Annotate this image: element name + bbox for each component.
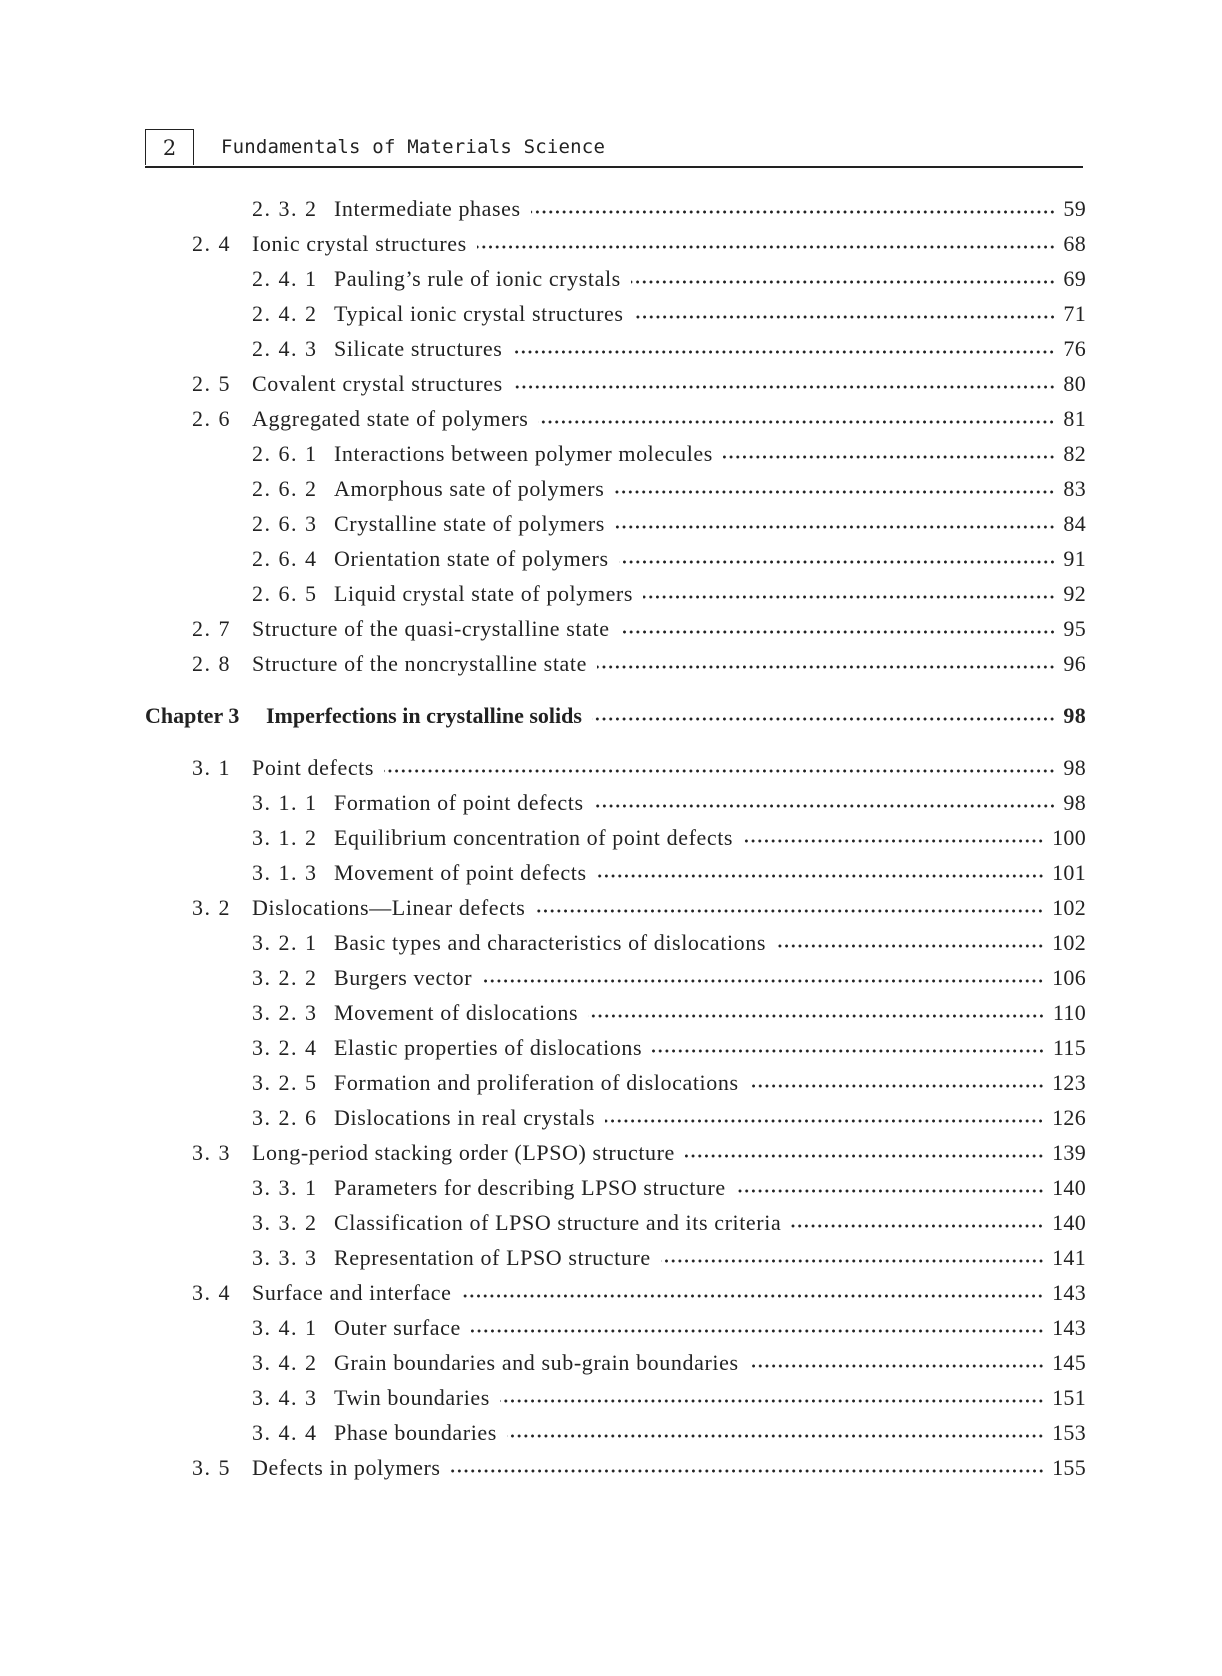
dot-leader — [605, 1119, 1044, 1123]
dot-leader — [615, 525, 1055, 529]
toc-entry-page: 69 — [1063, 266, 1086, 291]
dot-leader — [661, 1259, 1044, 1263]
toc-entry-page: 98 — [1063, 790, 1086, 815]
toc-entry-number: 2. 4. 2 — [252, 301, 318, 326]
toc-entry-title: Basic types and characteristics of dislocations — [334, 930, 767, 955]
toc-entry-number: 2. 6. 4 — [252, 546, 318, 571]
toc-entry[interactable] — [252, 438, 1086, 470]
toc-entry-number: 3. 5 — [192, 1455, 231, 1480]
toc-entry-number: 3. 1 — [192, 755, 231, 780]
toc-entry[interactable] — [192, 648, 1086, 680]
dot-leader — [507, 1434, 1044, 1438]
toc-entry-title: Amorphous sate of polymers — [334, 476, 605, 501]
toc-entry-number: 2. 6. 2 — [252, 476, 318, 501]
toc-entry-number: 3. 2. 1 — [252, 930, 318, 955]
dot-leader — [643, 595, 1055, 599]
toc-entry-number: 2. 6. 1 — [252, 441, 318, 466]
toc-entry-page: 98 — [1063, 703, 1086, 728]
toc-entry-page: 145 — [1052, 1350, 1086, 1375]
dot-leader — [592, 717, 1055, 721]
toc-entry[interactable] — [192, 892, 1086, 924]
toc-entry-title: Parameters for describing LPSO structure — [334, 1175, 726, 1200]
toc-entry-title: Representation of LPSO structure — [334, 1245, 651, 1270]
toc-entry[interactable] — [252, 1172, 1086, 1204]
toc-entry[interactable] — [252, 822, 1086, 854]
toc-entry-page: 155 — [1052, 1455, 1086, 1480]
toc-entry-title: Formation of point defects — [334, 790, 584, 815]
toc-entry-page: 106 — [1052, 965, 1086, 990]
toc-entry[interactable] — [252, 193, 1086, 225]
toc-entry[interactable] — [192, 1137, 1086, 1169]
toc-entry-page: 59 — [1063, 196, 1086, 221]
toc-entry[interactable] — [252, 263, 1086, 295]
dot-leader — [594, 804, 1056, 808]
toc-entry[interactable] — [192, 613, 1086, 645]
toc-entry[interactable] — [192, 1277, 1086, 1309]
toc-entry-title: Classification of LPSO structure and its criteria — [334, 1210, 782, 1235]
dot-leader — [723, 455, 1055, 459]
toc-entry-page: 126 — [1052, 1105, 1086, 1130]
toc-entry-page: 71 — [1063, 301, 1086, 326]
toc-entry-title: Silicate structures — [334, 336, 503, 361]
toc-entry-title: Imperfections in crystalline solids — [266, 703, 582, 728]
toc-entry-page: 102 — [1052, 930, 1086, 955]
toc-entry-page: 68 — [1063, 231, 1086, 256]
toc-entry-title: Intermediate phases — [334, 196, 521, 221]
toc-entry-page: 143 — [1052, 1315, 1086, 1340]
toc-entry-page: 139 — [1052, 1140, 1086, 1165]
toc-entry-title: Structure of the quasi-crystalline state — [252, 616, 610, 641]
toc-entry-title: Dislocations in real crystals — [334, 1105, 596, 1130]
toc-entry-title: Movement of dislocations — [334, 1000, 579, 1025]
toc-entry-number: 2. 6 — [192, 406, 231, 431]
dot-leader — [477, 245, 1056, 249]
toc-entry-page: 102 — [1052, 895, 1086, 920]
toc-entry[interactable] — [252, 927, 1086, 959]
toc-entry-page: 123 — [1052, 1070, 1086, 1095]
toc-entry-page: 95 — [1063, 616, 1086, 641]
toc-entry-page: 141 — [1052, 1245, 1086, 1270]
toc-entry-title: Structure of the noncrystalline state — [252, 651, 587, 676]
dot-leader — [513, 385, 1056, 389]
toc-entry-page: 96 — [1063, 651, 1086, 676]
toc-entry-title: Burgers vector — [334, 965, 473, 990]
toc-entry-number: 3. 1. 3 — [252, 860, 318, 885]
toc-entry-page: 100 — [1052, 825, 1086, 850]
dot-leader — [531, 210, 1056, 214]
toc-entry[interactable] — [252, 787, 1086, 819]
toc-entry-title: Pauling’s rule of ionic crystals — [334, 266, 621, 291]
toc-entry-number: 3. 1. 2 — [252, 825, 318, 850]
toc-entry-page: 84 — [1063, 511, 1086, 536]
toc-entry-number: 3. 2 — [192, 895, 231, 920]
toc-entry[interactable] — [252, 298, 1086, 330]
toc-entry-title: Ionic crystal structures — [252, 231, 467, 256]
dot-leader — [620, 630, 1056, 634]
toc-entry-number: 2. 4. 3 — [252, 336, 318, 361]
toc-entry-page: 82 — [1063, 441, 1086, 466]
toc-entry[interactable] — [252, 962, 1086, 994]
toc-chapter-entry[interactable] — [145, 700, 1086, 732]
toc-entry-title: Defects in polymers — [252, 1455, 441, 1480]
toc-entry[interactable] — [252, 1242, 1086, 1274]
dot-leader — [736, 1189, 1044, 1193]
toc-entry-number: 3. 2. 6 — [252, 1105, 318, 1130]
dot-leader — [749, 1364, 1044, 1368]
toc-entry-page: 83 — [1063, 476, 1086, 501]
toc-entry-page: 140 — [1052, 1210, 1086, 1235]
toc-entry-number: 2. 6. 3 — [252, 511, 318, 536]
toc-entry[interactable] — [192, 403, 1086, 435]
toc-entry-title: Typical ionic crystal structures — [334, 301, 624, 326]
toc-entry-title: Phase boundaries — [334, 1420, 497, 1445]
dot-leader — [471, 1329, 1044, 1333]
toc-entry-title: Formation and proliferation of dislocations — [334, 1070, 739, 1095]
toc-entry[interactable] — [192, 368, 1086, 400]
toc-entry-page: 98 — [1063, 755, 1086, 780]
toc-entry-number: 3. 3 — [192, 1140, 231, 1165]
dot-leader — [482, 979, 1044, 983]
dot-leader — [461, 1294, 1044, 1298]
toc-entry[interactable] — [192, 228, 1086, 260]
toc-entry-page: 92 — [1063, 581, 1086, 606]
toc-entry-page: 76 — [1063, 336, 1086, 361]
toc-entry-number: 3. 3. 3 — [252, 1245, 318, 1270]
dot-leader — [597, 874, 1044, 878]
toc-entry-number: 2. 3. 2 — [252, 196, 318, 221]
toc-entry-title: Point defects — [252, 755, 375, 780]
toc-entry[interactable] — [252, 508, 1086, 540]
toc-entry-title: Orientation state of polymers — [334, 546, 609, 571]
toc-entry[interactable] — [252, 1347, 1086, 1379]
toc-entry-page: 115 — [1052, 1035, 1086, 1060]
toc-entry-number: 3. 3. 1 — [252, 1175, 318, 1200]
toc-entry[interactable] — [252, 857, 1086, 889]
toc-entry-number: 2. 6. 5 — [252, 581, 318, 606]
toc-entry-page: 110 — [1052, 1000, 1086, 1025]
dot-leader — [749, 1084, 1044, 1088]
toc-entry[interactable] — [252, 543, 1086, 575]
toc-entry-page: 91 — [1063, 546, 1086, 571]
dot-leader — [791, 1224, 1044, 1228]
toc-entry-title: Long-period stacking order (LPSO) structure — [252, 1140, 675, 1165]
toc-entry-number: 3. 2. 5 — [252, 1070, 318, 1095]
dot-leader — [776, 944, 1044, 948]
dot-leader — [634, 315, 1056, 319]
toc-entry-page: 80 — [1063, 371, 1086, 396]
toc-entry[interactable] — [252, 1102, 1086, 1134]
toc-entry-number: 2. 7 — [192, 616, 231, 641]
toc-entry-title: Aggregated state of polymers — [252, 406, 529, 431]
page-number: 2 — [145, 129, 194, 165]
dot-leader — [652, 1049, 1045, 1053]
toc-entry-title: Twin boundaries — [334, 1385, 490, 1410]
toc-entry-title: Equilibrium concentration of point defects — [334, 825, 734, 850]
toc-entry-number: 3. 4 — [192, 1280, 231, 1305]
dot-leader — [685, 1154, 1044, 1158]
toc-entry-title: Covalent crystal structures — [252, 371, 503, 396]
toc-entry-title: Interactions between polymer molecules — [334, 441, 713, 466]
toc-entry-page: 140 — [1052, 1175, 1086, 1200]
dot-leader — [631, 280, 1056, 284]
toc-entry-number: 2. 4 — [192, 231, 231, 256]
dot-leader — [451, 1469, 1045, 1473]
toc-entry[interactable] — [252, 333, 1086, 365]
toc-entry-number: 3. 4. 3 — [252, 1385, 318, 1410]
toc-entry[interactable] — [252, 1382, 1086, 1414]
toc-entry-title: Surface and interface — [252, 1280, 452, 1305]
toc-entry-title: Grain boundaries and sub-grain boundaries — [334, 1350, 739, 1375]
toc-entry-number: 3. 3. 2 — [252, 1210, 318, 1235]
dot-leader — [743, 839, 1044, 843]
book-title: Fundamentals of Materials Science — [221, 136, 606, 158]
dot-leader — [384, 769, 1055, 773]
dot-leader — [500, 1399, 1044, 1403]
toc-entry-title: Crystalline state of polymers — [334, 511, 605, 536]
toc-entry-number: 3. 2. 3 — [252, 1000, 318, 1025]
toc-entry-number: Chapter 3 — [145, 703, 240, 728]
dot-leader — [588, 1014, 1045, 1018]
toc-entry-title: Dislocations—Linear defects — [252, 895, 526, 920]
toc-entry[interactable] — [252, 473, 1086, 505]
toc-entry[interactable] — [252, 1067, 1086, 1099]
toc-entry-number: 3. 2. 2 — [252, 965, 318, 990]
toc-entry-title: Outer surface — [334, 1315, 461, 1340]
page-header — [145, 129, 1083, 168]
dot-leader — [535, 909, 1044, 913]
dot-leader — [614, 490, 1055, 494]
toc-entry-page: 153 — [1052, 1420, 1086, 1445]
toc-entry-number: 2. 8 — [192, 651, 231, 676]
dot-leader — [619, 560, 1056, 564]
toc-entry-title: Movement of point defects — [334, 860, 587, 885]
toc-entry-number: 2. 4. 1 — [252, 266, 318, 291]
toc-entry-number: 3. 2. 4 — [252, 1035, 318, 1060]
toc-entry-number: 2. 5 — [192, 371, 231, 396]
toc-entry[interactable] — [252, 1207, 1086, 1239]
toc-entry-page: 81 — [1063, 406, 1086, 431]
toc-entry-title: Elastic properties of dislocations — [334, 1035, 643, 1060]
toc-entry-number: 3. 4. 4 — [252, 1420, 318, 1445]
toc-entry[interactable] — [252, 1032, 1086, 1064]
toc-entry[interactable] — [192, 752, 1086, 784]
toc-entry[interactable] — [192, 1452, 1086, 1484]
toc-entry[interactable] — [252, 997, 1086, 1029]
toc-entry-title: Liquid crystal state of polymers — [334, 581, 634, 606]
toc-entry-number: 3. 1. 1 — [252, 790, 318, 815]
toc-entry-number: 3. 4. 1 — [252, 1315, 318, 1340]
toc-entry[interactable] — [252, 578, 1086, 610]
toc-entry-number: 3. 4. 2 — [252, 1350, 318, 1375]
toc-entry[interactable] — [252, 1312, 1086, 1344]
toc-entry-page: 151 — [1052, 1385, 1086, 1410]
toc-entry-page: 143 — [1052, 1280, 1086, 1305]
dot-leader — [597, 665, 1055, 669]
dot-leader — [538, 420, 1055, 424]
toc-entry[interactable] — [252, 1417, 1086, 1449]
toc-entry-page: 101 — [1052, 860, 1086, 885]
dot-leader — [512, 350, 1055, 354]
